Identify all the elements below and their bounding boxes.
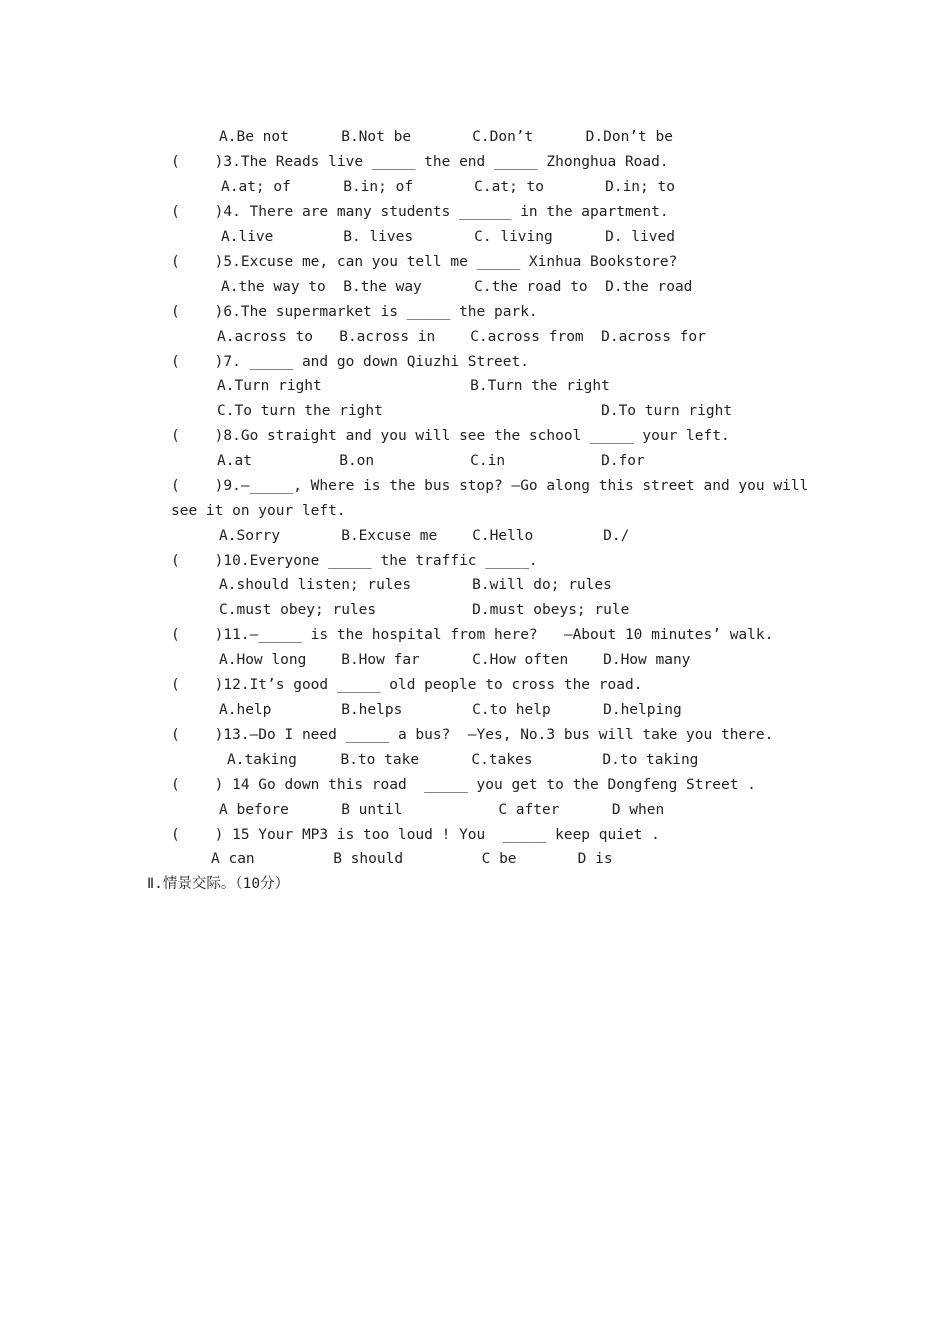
question-15: ( ) 15 Your MP3 is too loud ! You _____ keep quiet . bbox=[171, 827, 660, 843]
section-heading: Ⅱ.情景交际。（10分） bbox=[147, 876, 290, 892]
options-q4: A.live B. lives C. living D. lived bbox=[221, 229, 675, 245]
options-q7-row2: C.To turn the right D.To turn right bbox=[217, 403, 733, 419]
options-q14: A before B until C after D when bbox=[219, 802, 665, 818]
question-9: ( )9.—_____, Where is the bus stop? —Go along this street and you will bbox=[171, 478, 809, 494]
question-3: ( )3.The Reads live _____ the end _____ Zhonghua Road. bbox=[171, 154, 669, 170]
options-q8: A.at B.on C.in D.for bbox=[217, 453, 645, 469]
options-q9: A.Sorry B.Excuse me C.Hello D./ bbox=[219, 528, 630, 544]
question-12: ( )12.It’s good _____ old people to cross the road. bbox=[171, 677, 643, 693]
options-q10-row1: A.should listen; rules B.will do; rules bbox=[219, 577, 612, 593]
options-q5: A.the way to B.the way C.the road to D.the road bbox=[221, 279, 693, 295]
options-q15: A can B should C be D is bbox=[211, 851, 613, 867]
question-9-continued: see it on your left. bbox=[171, 503, 346, 519]
options-q7-row1: A.Turn right B.Turn the right bbox=[217, 378, 610, 394]
question-8: ( )8.Go straight and you will see the school _____ your left. bbox=[171, 428, 730, 444]
options-q13: A.taking B.to take C.takes D.to taking bbox=[227, 752, 699, 768]
question-5: ( )5.Excuse me, can you tell me _____ Xinhua Bookstore? bbox=[171, 254, 678, 270]
question-14: ( ) 14 Go down this road _____ you get to the Dongfeng Street . bbox=[171, 777, 756, 793]
options-q10-row2: C.must obey; rules D.must obeys; rule bbox=[219, 602, 630, 618]
options-q6: A.across to B.across in C.across from D.across for bbox=[217, 329, 706, 345]
question-7: ( )7. _____ and go down Qiuzhi Street. bbox=[171, 354, 529, 370]
options-q3: A.at; of B.in; of C.at; to D.in; to bbox=[221, 179, 675, 195]
options-q12: A.help B.helps C.to help D.helping bbox=[219, 702, 682, 718]
question-13: ( )13.—Do I need _____ a bus? —Yes, No.3 bus will take you there. bbox=[171, 727, 774, 743]
question-11: ( )11.—_____ is the hospital from here? —About 10 minutes’ walk. bbox=[171, 627, 774, 643]
question-4: ( )4. There are many students ______ in the apartment. bbox=[171, 204, 669, 220]
question-10: ( )10.Everyone _____ the traffic _____. bbox=[171, 553, 538, 569]
question-6: ( )6.The supermarket is _____ the park. bbox=[171, 304, 538, 320]
options-q11: A.How long B.How far C.How often D.How many bbox=[219, 652, 691, 668]
options-q2: A.Be not B.Not be C.Don’t D.Don’t be bbox=[219, 129, 673, 145]
